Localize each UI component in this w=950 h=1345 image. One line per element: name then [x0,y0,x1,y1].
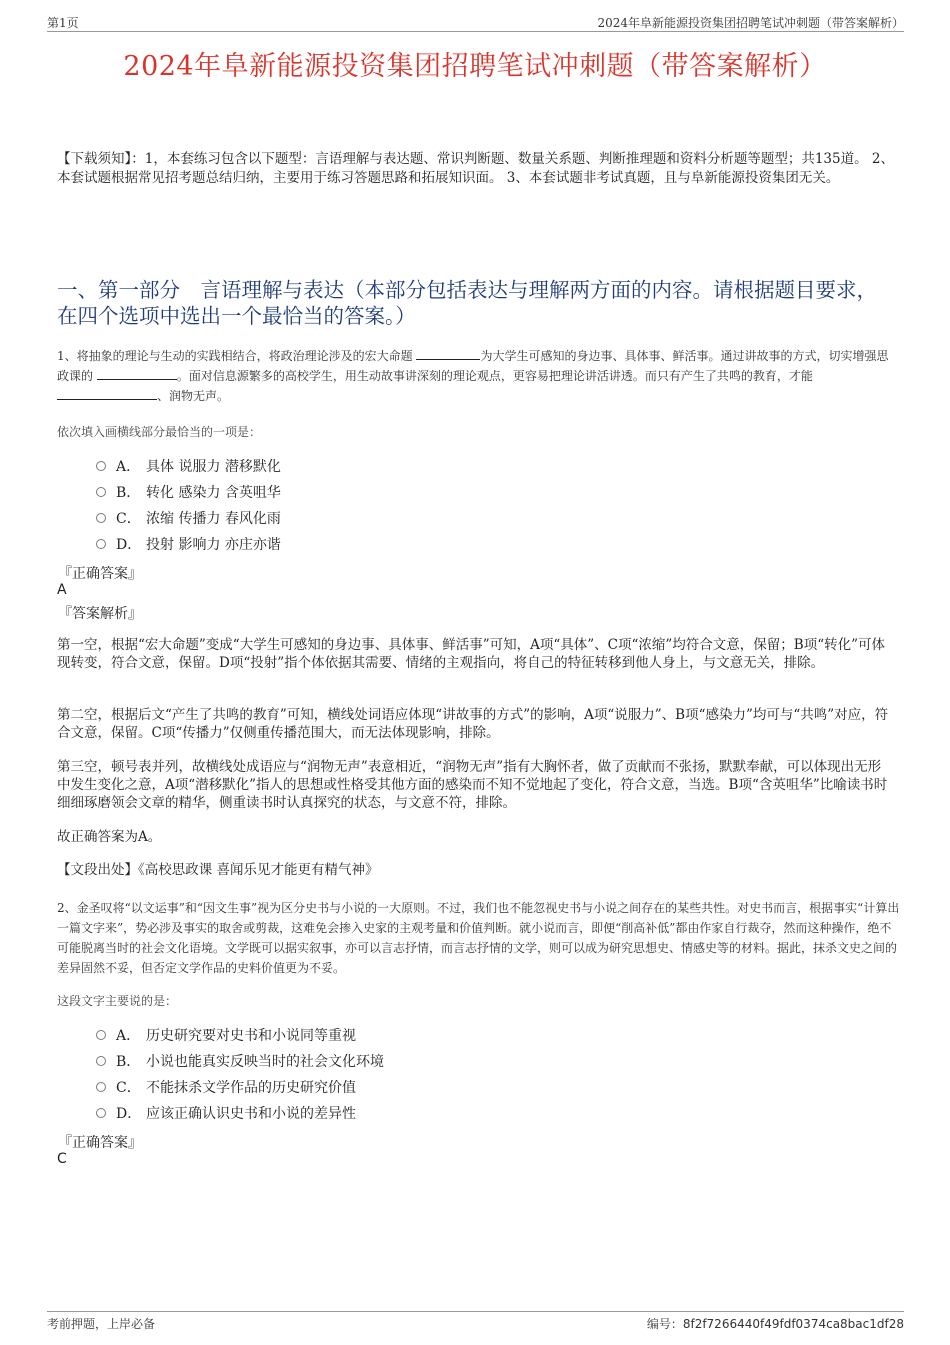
option-letter: C． [116,511,141,527]
q1-option-d[interactable] [96,531,281,557]
download-notice: 【下载须知】：1，本套练习包含以下题型：言语理解与表达题、常识判断题、数量关系题、判断推理题和资料分析题等题型；共135道。 2、本套试题根据常见招考题总结归纳，主要用于练习答题思路和拓展知识面。 3、本套试题非考试真题，且与阜新能源投资集团无关。 [57,151,894,186]
radio-icon[interactable] [96,1056,106,1066]
q1-source: 【文段出处】《高校思政课 喜闻乐见才能更有精气神》 [57,862,379,878]
q1-analysis-conclusion: 故正确答案为A。 [57,829,162,845]
option-letter: C． [116,1080,141,1096]
q1-analysis-label: 『答案解析』 [58,606,142,622]
option-text: 小说也能真实反映当时的社会文化环境 [146,1054,384,1070]
blank-2 [97,366,177,380]
question-2-stem: 2、金圣叹将“以文运事”和“因文生事”视为区分史书与小说的一大原则。不过，我们也不能忽视史书与小说之间存在的某些共性。对史书而言，根据事实“计算出一篇文字来”，势必涉及事实的取舍或剪裁，这难免会掺入史家的主观考量和价值判断。就小说而言，即便“削高补低”都由作家自行裁夺，然而这种操作，绝不可能脱离当时的社会文化语境。文学既可以据实叙事，亦可以言志抒情，而言志抒情的文学，则可以成为研究思想史、情感史等的材料。据此，抹杀文史之间的差异固然不妥，但否定文学作品的史料价值更为不妥。 [57,901,900,975]
radio-icon[interactable] [96,539,106,549]
q1-stem-part-a: 1、将抽象的理论与生动的实践相结合，将政治理论涉及的宏大命题 [57,349,417,363]
page-footer [47,1311,904,1331]
q1-option-a[interactable] [96,453,281,479]
q1-analysis-paragraph-2: 第二空，根据后文“产生了共鸣的教育”可知，横线处词语应体现“讲故事的方式”的影响，A项“说服力”、B项“感染力”均可与“共鸣”对应，符合文意，保留。C项“传播力”仅侧重传播范围大，而无法体现影响，排除。 [57,707,889,741]
q2-option-d[interactable] [96,1100,384,1126]
q1-answer: A [57,582,67,598]
footer-code-label: 编号： [646,1317,683,1331]
section-title: 一、第一部分 言语理解与表达（本部分包括表达与理解两方面的内容。请根据题目要求，在四个选项中选出一个最恰当的答案。） [57,278,877,328]
blank-1 [416,346,480,360]
option-letter: D． [116,537,142,553]
q1-answer-label: 『正确答案』 [58,566,142,582]
option-letter: D． [116,1106,142,1122]
footer-code [647,1315,904,1332]
page-header [47,12,904,32]
q1-option-c[interactable] [96,505,281,531]
page-title: 2024年阜新能源投资集团招聘笔试冲刺题（带答案解析） [123,51,827,82]
q1-analysis-paragraph-3: 第三空，顿号表并列，故横线处成语应与“润物无声”表意相近，“润物无声”指有大胸怀者，做了贡献而不张扬，默默奉献，可以体现出无形中发生变化之意，A项“潜移默化”指人的思想或性格受其他方面的感染而不知不觉地起了变化，符合文意，当选。B项“含英咀华”比喻读书时细细琢磨领会文章的精华，侧重读书时认真探究的状态，与文意不符，排除。 [57,759,888,811]
option-letter: B． [116,485,141,501]
question-1-options [96,453,281,557]
radio-icon[interactable] [96,1082,106,1092]
radio-icon[interactable] [96,513,106,523]
option-text: 具体 说服力 潜移默化 [146,459,281,475]
radio-icon[interactable] [96,461,106,471]
question-2-options [96,1022,384,1126]
option-letter: A． [116,1028,141,1044]
option-text: 历史研究要对史书和小说同等重视 [146,1028,356,1044]
option-text: 转化 感染力 含英咀华 [146,485,281,501]
option-text: 投射 影响力 亦庄亦谐 [146,537,281,553]
option-text: 不能抹杀文学作品的历史研究价值 [146,1080,356,1096]
q1-stem-part-d: 、润物无声。 [157,389,230,403]
page-number: 第1页 [47,16,79,30]
radio-icon[interactable] [96,487,106,497]
option-letter: A． [116,459,141,475]
q2-option-a[interactable] [96,1022,384,1048]
footer-code-value: 8f2f7266440f49fdf0374ca8bac1df28 [682,1317,904,1331]
option-text: 应该正确认识史书和小说的差异性 [146,1106,356,1122]
question-2-prompt: 这段文字主要说的是： [57,994,178,1008]
option-letter: B． [116,1054,141,1070]
q1-option-b[interactable] [96,479,281,505]
q1-stem-part-b: 为大学生可感知的身边事、具体事、鲜活事。通过讲故事的方式，切实增强思政课的 [57,349,889,383]
blank-3 [57,386,157,400]
header-doc-title: 2024年阜新能源投资集团招聘笔试冲刺题（带答案解析） [597,16,904,30]
footer-slogan: 考前押题，上岸必备 [47,1317,156,1331]
q2-option-c[interactable] [96,1074,384,1100]
question-1-stem [57,346,900,406]
option-text: 浓缩 传播力 春风化雨 [146,511,281,527]
q1-analysis-paragraph-1: 第一空，根据“宏大命题”变成“大学生可感知的身边事、具体事、鲜活事”可知，A项“具体”、C项“浓缩”均符合文意，保留；B项“转化”可体现转变，符合文意，保留。D项“投射”指个体依据其需要、情绪的主观指向，将自己的特征转移到他人身上，与文意无关，排除。 [57,637,886,671]
radio-icon[interactable] [96,1108,106,1118]
question-1-prompt: 依次填入画横线部分最恰当的一项是： [57,425,262,439]
q2-option-b[interactable] [96,1048,384,1074]
q1-stem-part-c: 。面对信息源繁多的高校学生，用生动故事讲深刻的理论观点，更容易把理论讲活讲透。而只有产生了共鸣的教育，才能 [176,369,813,383]
radio-icon[interactable] [96,1030,106,1040]
q2-answer: C [57,1151,67,1167]
q2-answer-label: 『正确答案』 [58,1135,142,1151]
